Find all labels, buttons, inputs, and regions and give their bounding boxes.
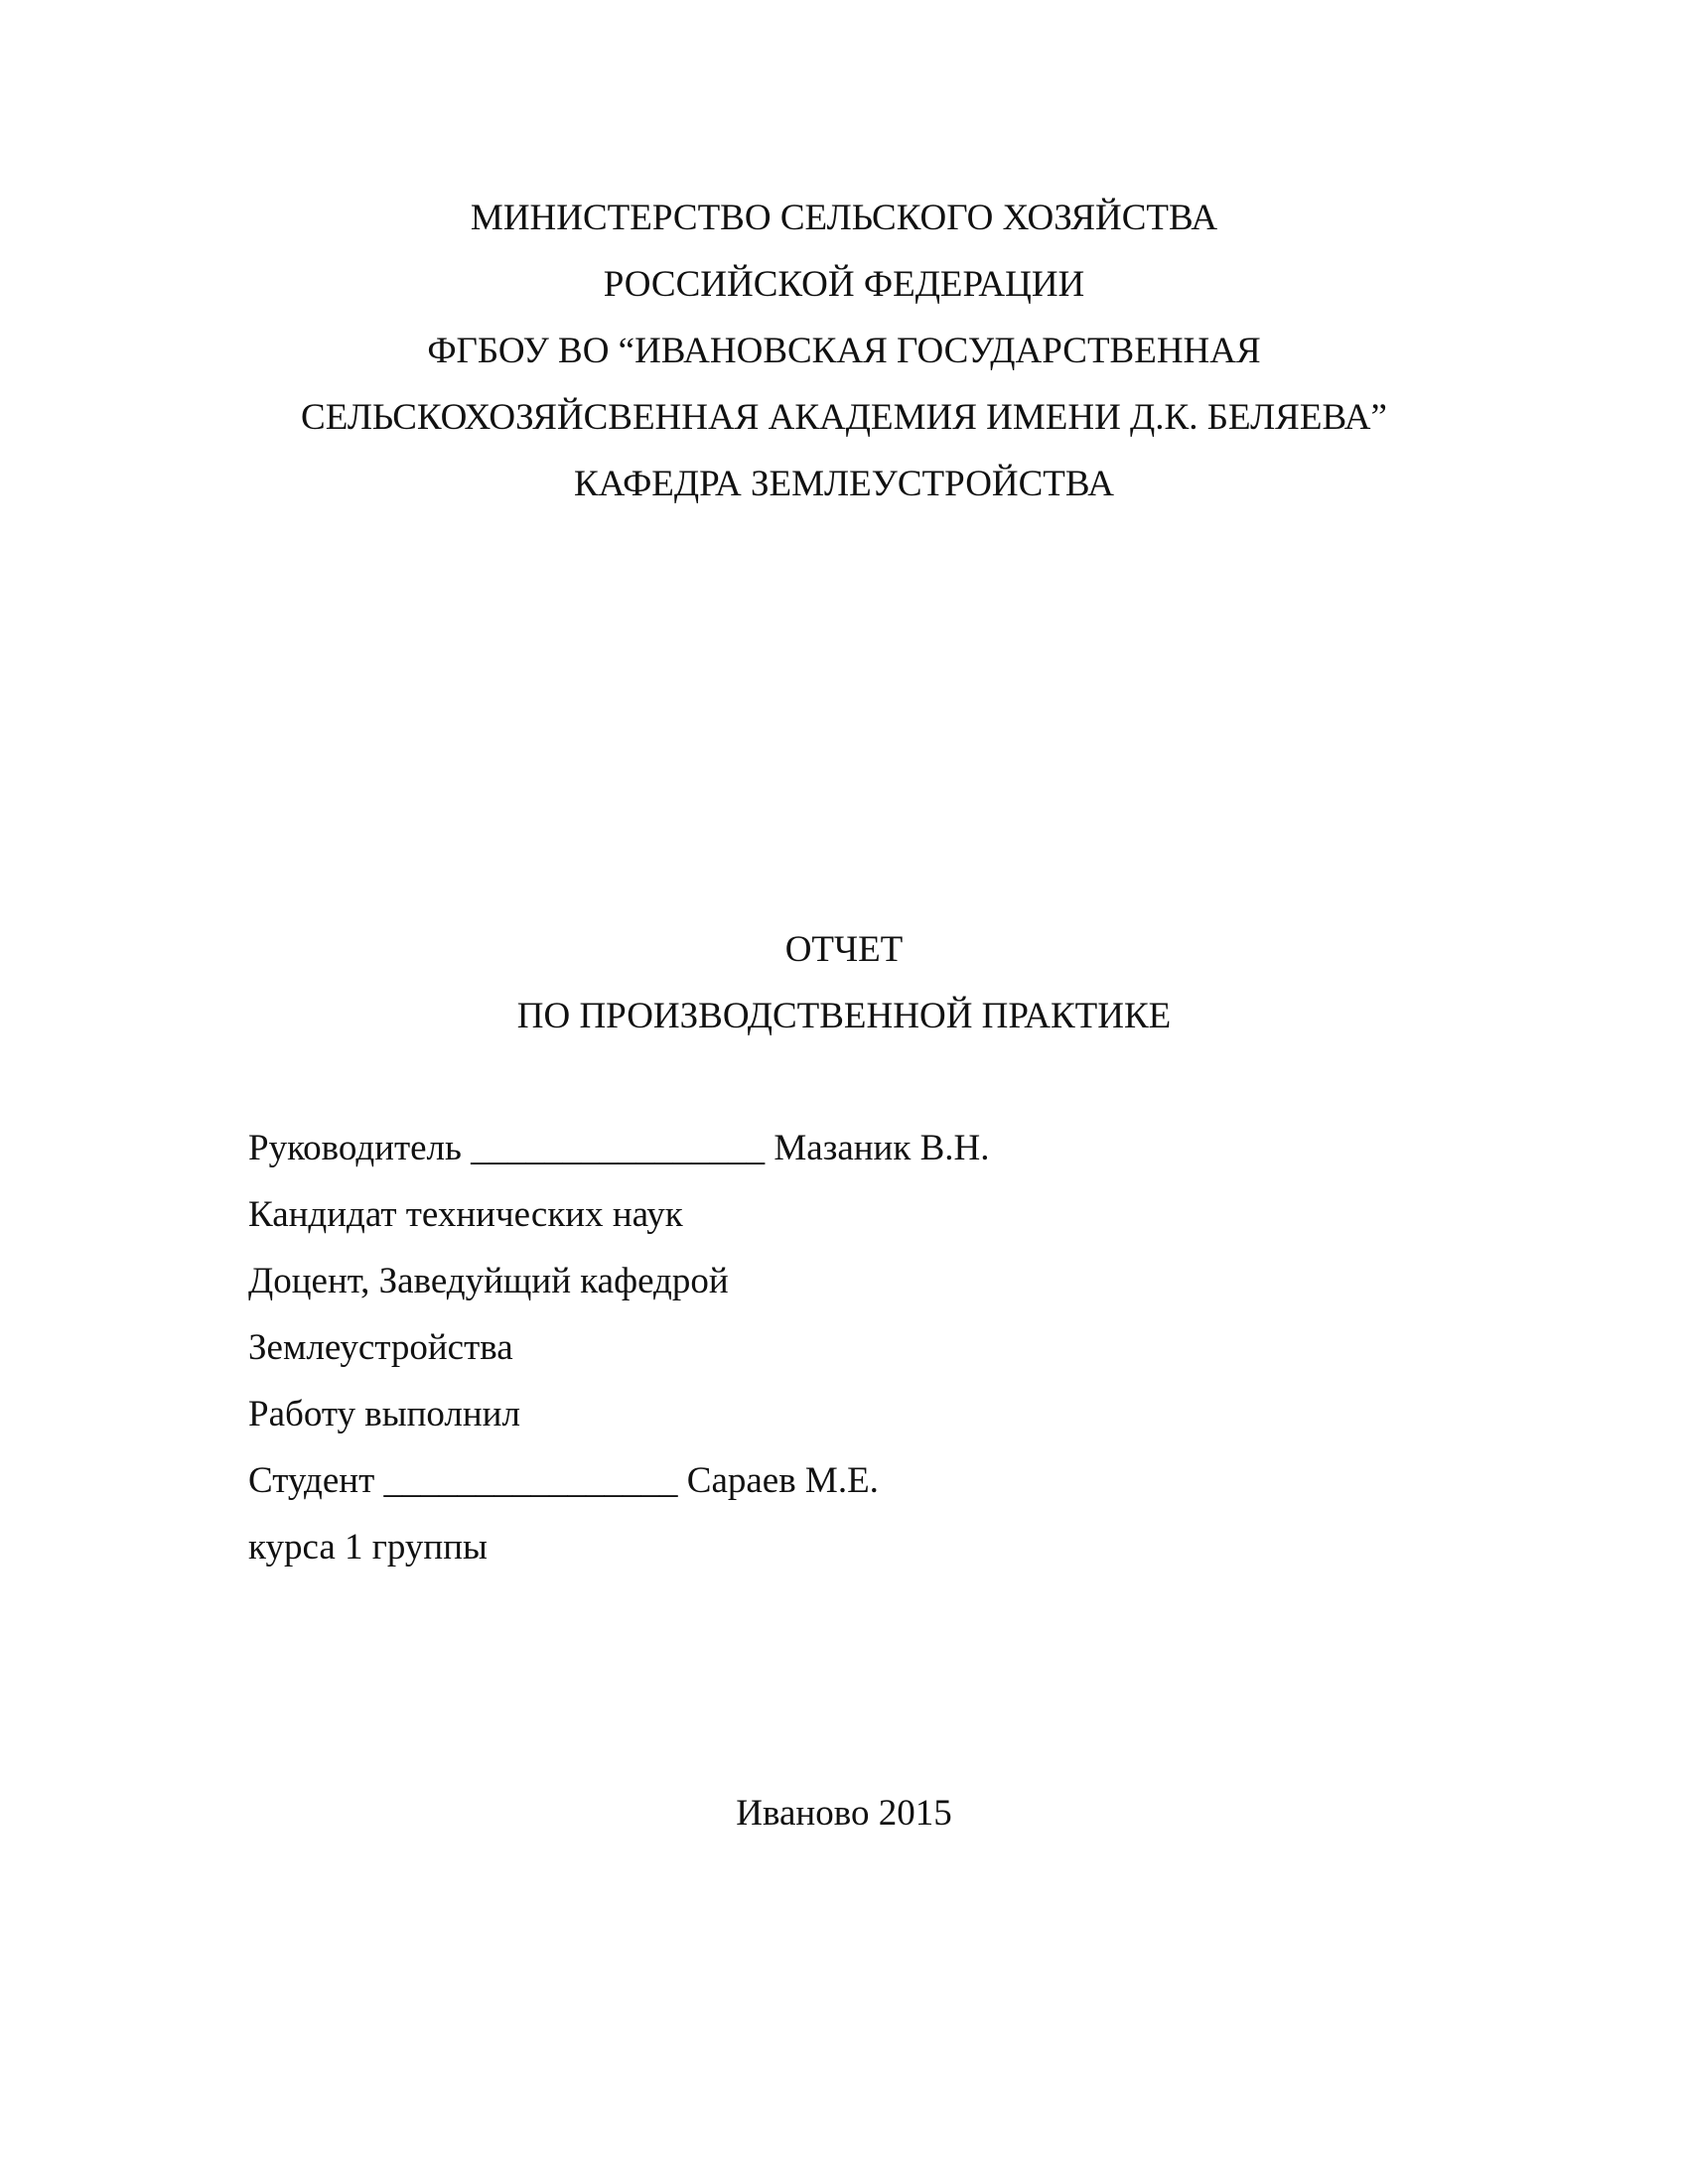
supervisor-department: Землеустройства bbox=[248, 1327, 513, 1368]
student-signature-line: Студент ________________ Сараев М.Е. bbox=[248, 1460, 879, 1501]
report-subtitle: ПО ПРОИЗВОДСТВЕННОЙ ПРАКТИКЕ bbox=[516, 996, 1172, 1036]
supervisor-degree: Кандидат технических наук bbox=[248, 1194, 683, 1235]
supervisor-position: Доцент, Заведуйщий кафедрой bbox=[248, 1261, 729, 1301]
performed-by-label: Работу выполнил bbox=[248, 1394, 520, 1434]
report-title: ОТЧЕТ bbox=[784, 929, 904, 970]
institution-line-1: ФГБОУ ВО “ИВАНОВСКАЯ ГОСУДАРСТВЕННАЯ bbox=[427, 331, 1261, 371]
ministry-line-1: МИНИСТЕРСТВО СЕЛЬСКОГО ХОЗЯЙСТВА bbox=[470, 198, 1218, 238]
supervisor-signature-line: Руководитель ________________ Мазаник В.Н. bbox=[248, 1128, 990, 1168]
department-heading: КАФЕДРА ЗЕМЛЕУСТРОЙСТВА bbox=[574, 464, 1114, 504]
student-group: курса 1 группы bbox=[248, 1527, 488, 1568]
ministry-line-2: РОССИЙСКОЙ ФЕДЕРАЦИИ bbox=[603, 264, 1085, 305]
city-year: Иваново 2015 bbox=[736, 1793, 952, 1834]
institution-line-2: СЕЛЬСКОХОЗЯЙСВЕННАЯ АКАДЕМИЯ ИМЕНИ Д.К. БЕЛЯЕВА” bbox=[301, 397, 1387, 438]
